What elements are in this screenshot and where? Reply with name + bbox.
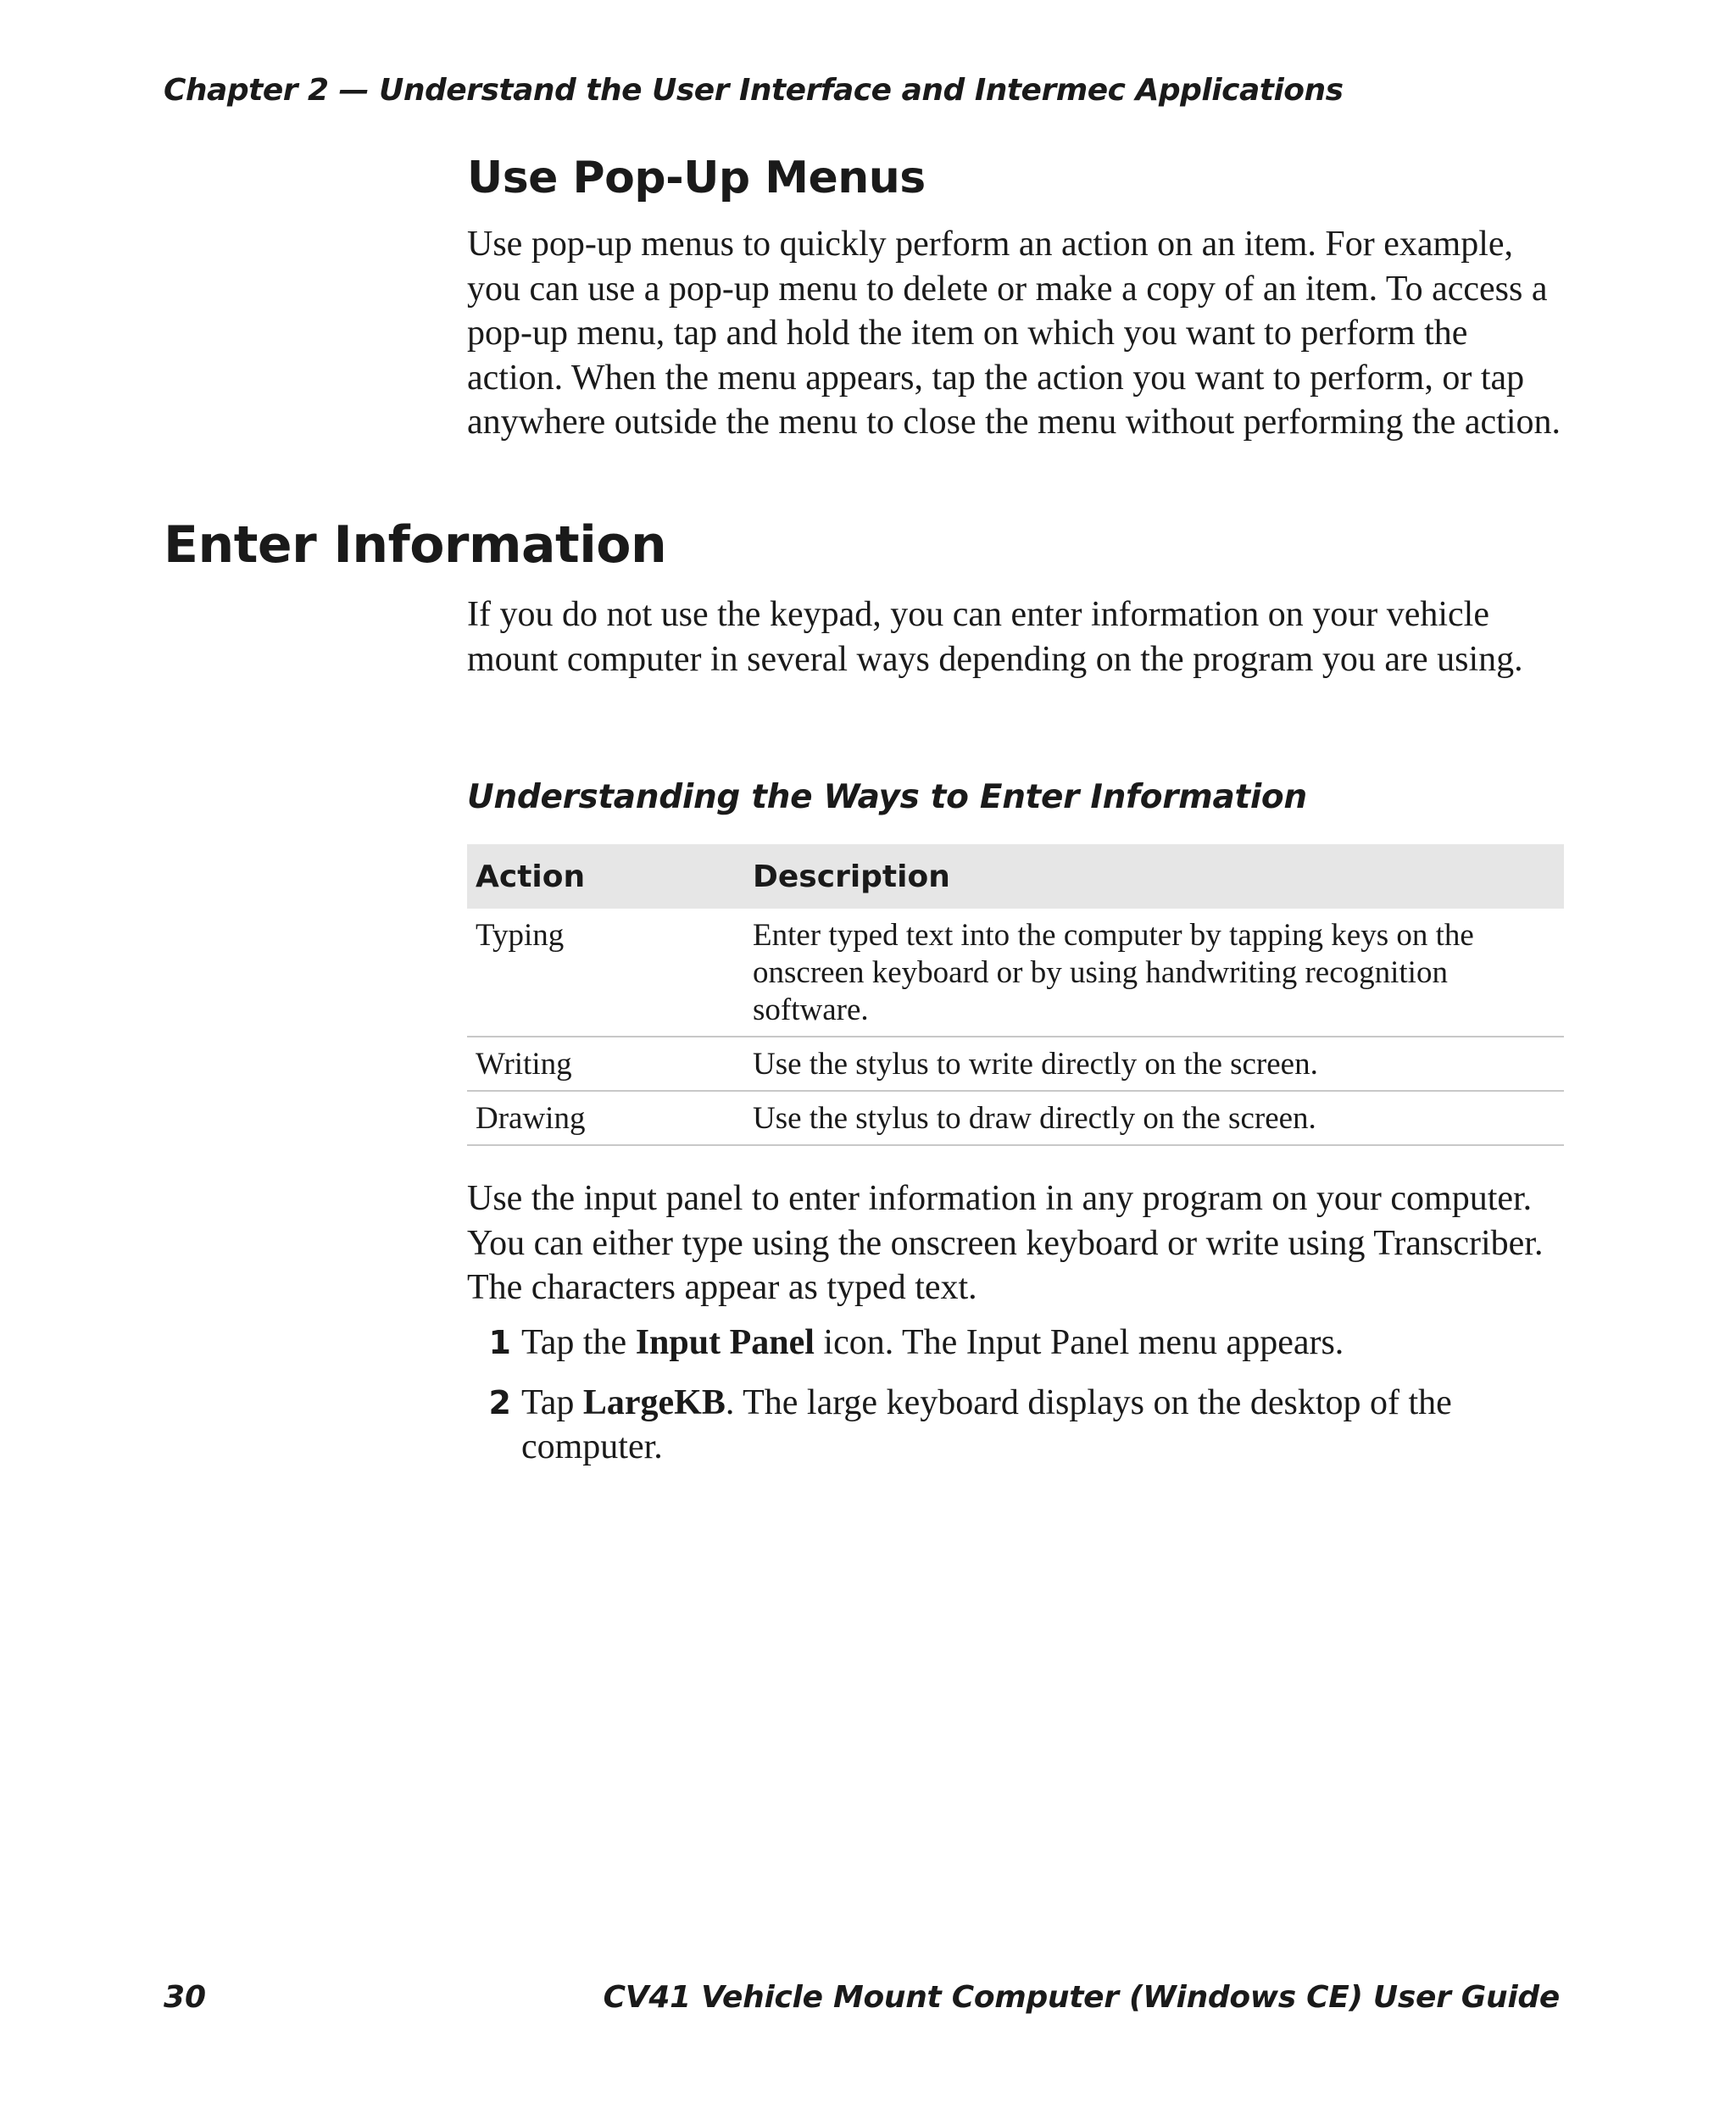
input-panel-paragraph: Use the input panel to enter information in any program on your computer. You can either type using the onscreen keyboard or write using Transcriber. The characters appear as typed text.: [467, 1179, 1544, 1307]
bold-term-input-panel: Input Panel: [635, 1323, 815, 1362]
cell-action: Drawing: [467, 1091, 744, 1145]
footer-guide-title: CV41 Vehicle Mount Computer (Windows CE) User Guide: [603, 1980, 1560, 2015]
list-item-step-1: [467, 1321, 1569, 1365]
table-title: Understanding the Ways to Enter Information: [467, 778, 1307, 816]
section-heading-enter-information: Enter Information: [164, 515, 667, 575]
step-number: 2: [488, 1383, 511, 1421]
table-row: [467, 1037, 1564, 1091]
step-text: Tap LargeKB. The large keyboard displays on the desktop of the computer.: [521, 1382, 1452, 1466]
column-header-description: Description: [744, 844, 1564, 909]
cell-description: Enter typed text into the computer by tapping keys on the onscreen keyboard or by using handwriting recognition software.: [744, 909, 1564, 1037]
popup-menus-paragraph: Use pop-up menus to quickly perform an action on an item. For example, you can use a pop-up menu to delete or make a copy of an item. To access a pop-up menu, tap and hold the item on which you want to perform the action. When the menu appears, tap the action you want to perform, or tap anywhere outside the menu to close the menu without performing the action.: [467, 225, 1561, 442]
list-item-step-2: [467, 1381, 1569, 1470]
table-header-row: [467, 844, 1564, 909]
cell-description: Use the stylus to write directly on the screen.: [744, 1037, 1564, 1091]
running-header: Chapter 2 — Understand the User Interface and Intermec Applications: [164, 73, 1344, 108]
steps-list: [467, 1321, 1569, 1485]
ways-to-enter-table: [467, 844, 1564, 1146]
cell-description: Use the stylus to draw directly on the screen.: [744, 1091, 1564, 1145]
cell-action: Writing: [467, 1037, 744, 1091]
table-row: [467, 1091, 1564, 1145]
table-row: [467, 909, 1564, 1037]
step-text: Tap the Input Panel icon. The Input Panel menu appears.: [521, 1323, 1344, 1362]
step-number: 1: [488, 1324, 511, 1361]
cell-action: Typing: [467, 909, 744, 1037]
column-header-action: Action: [467, 844, 744, 909]
page-number: 30: [164, 1980, 207, 2015]
section-heading-popup-menus: Use Pop-Up Menus: [467, 153, 926, 203]
enter-information-intro: If you do not use the keypad, you can enter information on your vehicle mount computer in several ways depending on the program you are using.: [467, 595, 1523, 679]
bold-term-largekb: LargeKB: [582, 1382, 726, 1422]
